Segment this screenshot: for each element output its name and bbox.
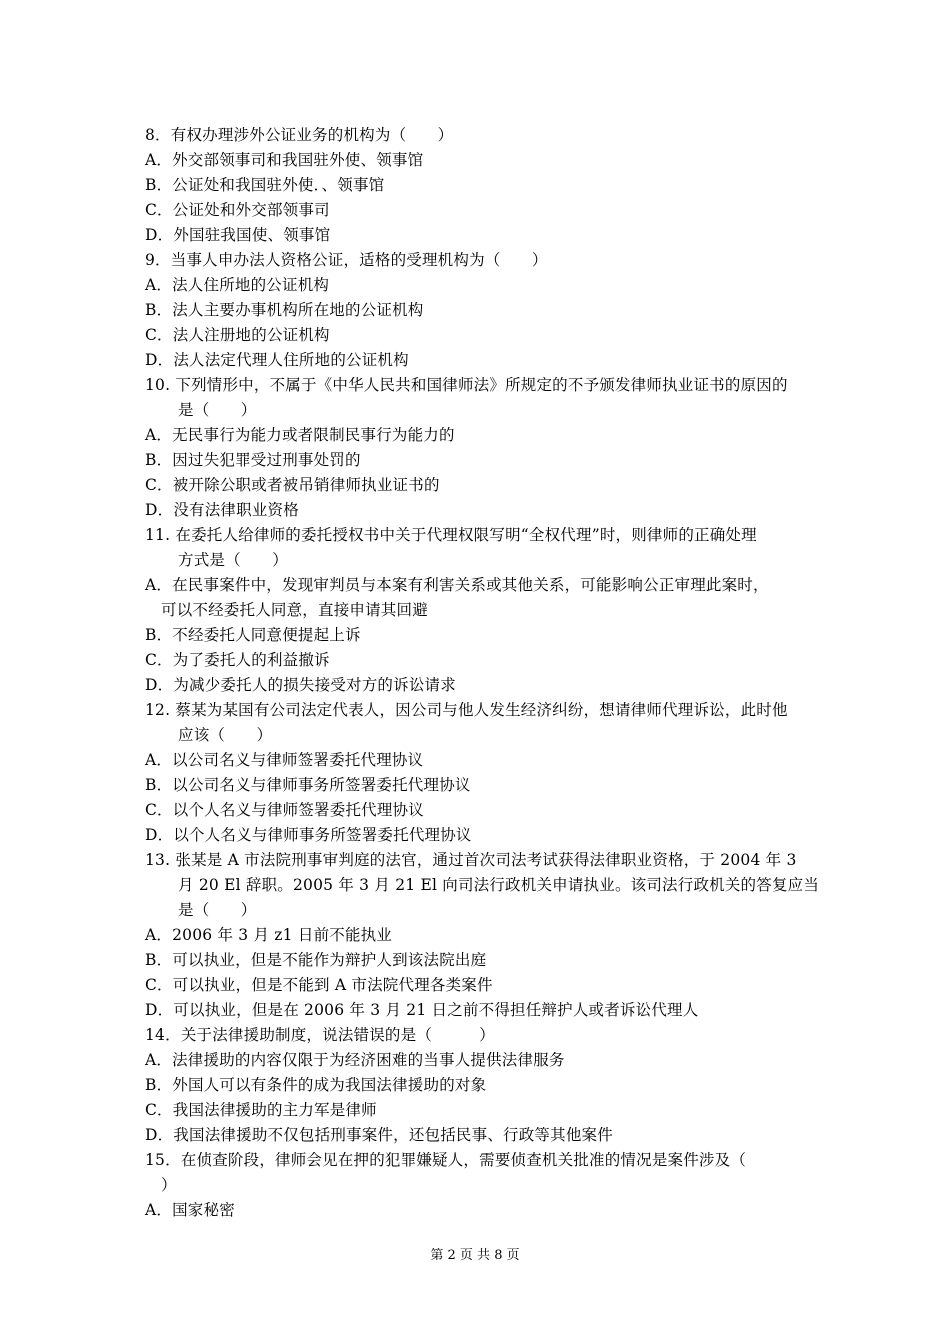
question-8-stem: 8．有权办理涉外公证业务的机构为（ ）: [145, 126, 454, 144]
question-11-option-a-continued: 可以不经委托人同意，直接申请其回避: [161, 601, 428, 619]
question-12-option-d: D．以个人名义与律师事务所签署委托代理协议: [145, 826, 472, 844]
question-11-option-b: B．不经委托人同意便提起上诉: [145, 626, 361, 644]
question-9-option-c: C．法人注册地的公证机构: [145, 326, 330, 344]
question-11-option-c: C．为了委托人的利益撤诉: [145, 651, 330, 669]
question-14-option-b: B．外国人可以有条件的成为我国法律援助的对象: [145, 1076, 487, 1094]
question-9-option-b: B．法人主要办事机构所在地的公证机构: [145, 301, 424, 319]
question-13-option-d: D．可以执业，但是在 2006 年 3 月 21 日之前不得担任辩护人或者诉讼代理人: [145, 1001, 699, 1019]
question-10-stem-continued: 是（ ）: [178, 401, 257, 419]
question-13-stem: 13. 张某是 A 市法院刑事审判庭的法官，通过首次司法考试获得法律职业资格，于 2004 年 3: [145, 851, 797, 869]
question-11-option-d: D．为减少委托人的损失接受对方的诉讼请求: [145, 676, 456, 694]
question-12-option-c: C．以个人名义与律师签署委托代理协议: [145, 801, 424, 819]
question-14-option-d: D．我国法律援助不仅包括刑事案件，还包括民事、行政等其他案件: [145, 1126, 613, 1144]
question-12-option-a: A．以公司名义与律师签署委托代理协议: [145, 751, 424, 769]
question-8-option-a: A．外交部领事司和我国驻外使、领事馆: [145, 151, 424, 169]
question-10-option-a: A．无民事行为能力或者限制民事行为能力的: [145, 426, 455, 444]
question-9-stem: 9．当事人申办法人资格公证，适格的受理机构为（ ）: [145, 251, 548, 269]
question-9-option-a: A．法人住所地的公证机构: [145, 276, 330, 294]
question-10-stem: 10. 下列情形中，不属于《中华人民共和国律师法》所规定的不予颁发律师执业证书的原因的: [145, 376, 788, 394]
page-footer: 第 2 页 共 8 页: [430, 1248, 520, 1263]
question-12-option-b: B．以公司名义与律师事务所签署委托代理协议: [145, 776, 471, 794]
question-11-option-a: A．在民事案件中，发现审判员与本案有利害关系或其他关系，可能影响公正审理此案时，: [145, 576, 769, 594]
question-10-option-d: D．没有法律职业资格: [145, 501, 299, 519]
question-12-stem-continued: 应该（ ）: [178, 726, 273, 744]
question-9-option-d: D．法人法定代理人住所地的公证机构: [145, 351, 409, 369]
question-14-stem: 14．关于法律援助制度，说法错误的是（ ）: [145, 1026, 495, 1044]
question-13-option-b: B．可以执业，但是不能作为辩护人到该法院出庭: [145, 951, 487, 969]
question-8-option-d: D．外国驻我国使、领事馆: [145, 226, 331, 244]
question-13-stem-continued-2: 是（ ）: [178, 901, 257, 919]
question-10-option-b: B．因过失犯罪受过刑事处罚的: [145, 451, 361, 469]
question-11-stem: 11. 在委托人给律师的委托授权书中关于代理权限写明“全权代理”时，则律师的正确处理: [145, 526, 757, 544]
question-text-block: [145, 123, 820, 1223]
question-15-option-a: A．国家秘密: [145, 1201, 235, 1219]
question-13-option-c: C．可以执业，但是不能到 A 市法院代理各类案件: [145, 976, 493, 994]
question-12-stem: 12. 蔡某为某国有公司法定代表人，因公司与他人发生经济纠纷，想请律师代理诉讼，此时他: [145, 701, 788, 719]
question-11-stem-continued: 方式是（ ）: [178, 551, 288, 569]
question-15-stem-continued: ）: [161, 1176, 177, 1194]
question-8-option-b: B．公证处和我国驻外使．、领事馆: [145, 176, 385, 194]
question-15-stem: 15．在侦查阶段，律师会见在押的犯罪嫌疑人，需要侦查机关批准的情况是案件涉及（: [145, 1151, 747, 1169]
question-8-option-c: C．公证处和外交部领事司: [145, 201, 330, 219]
question-10-option-c: C．被开除公职或者被吊销律师执业证书的: [145, 476, 440, 494]
question-14-option-a: A．法律援助的内容仅限于为经济困难的当事人提供法律服务: [145, 1051, 565, 1069]
question-13-option-a: A．2006 年 3 月 z1 日前不能执业: [145, 926, 393, 944]
question-13-stem-continued-1: 月 20 El 辞职。2005 年 3 月 21 El 向司法行政机关申请执业。该司法行政机关的答复应当: [178, 876, 820, 894]
question-14-option-c: C．我国法律援助的主力军是律师: [145, 1101, 377, 1119]
